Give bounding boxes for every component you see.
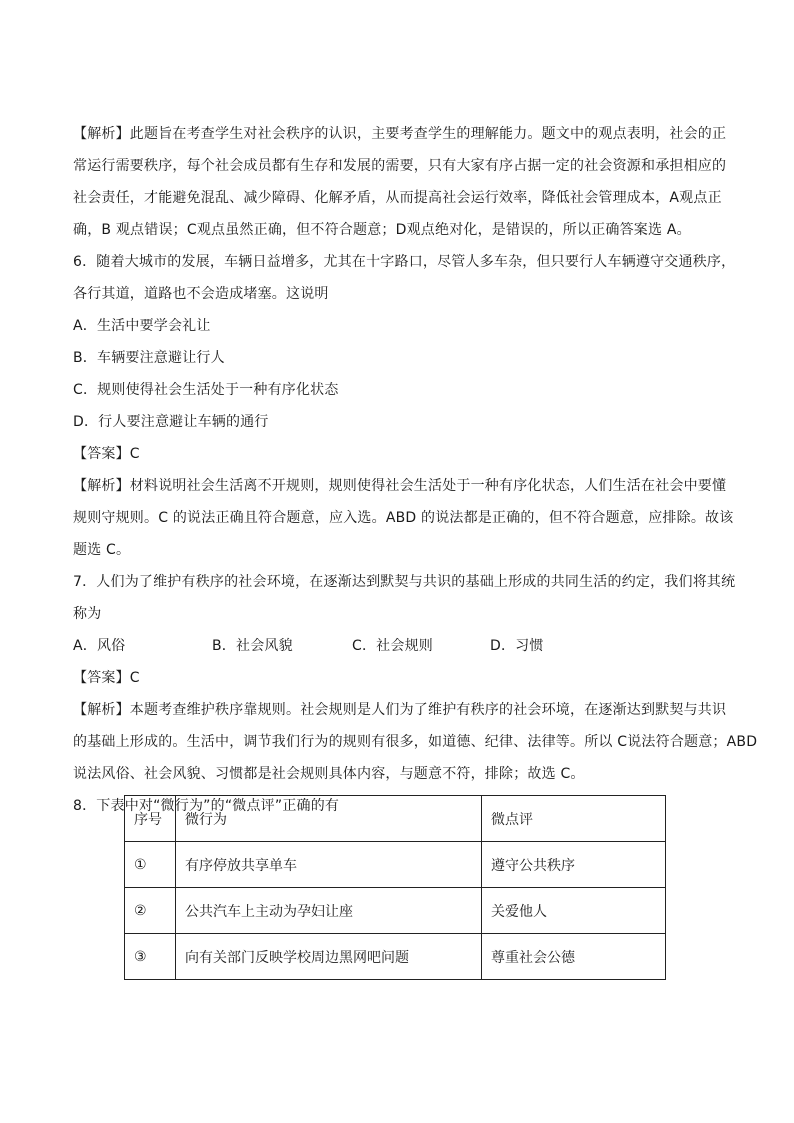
q6-option-d: D．行人要注意避让车辆的通行: [73, 414, 269, 430]
row-behavior: 有序停放共享单车: [176, 842, 482, 888]
q6-option-c: C．规则使得社会生活处于一种有序化状态: [73, 382, 339, 398]
q7-analysis-line-2: 的基础上形成的。生活中，调节我们行为的规则有很多，如道德、纪律、法律等。所以 C说法符合题意；ABD: [73, 734, 758, 750]
q7-answer: 【答案】C: [73, 670, 140, 686]
table-header-row: [125, 796, 666, 842]
q7-analysis-line-3: 说法风俗、社会风貌、习惯都是社会规则具体内容，与题意不符，排除；故选 C。: [73, 766, 585, 782]
table-row: [125, 888, 666, 934]
row-comment: 关爱他人: [482, 888, 666, 934]
q6-option-a: A．生活中要学会礼让: [73, 318, 211, 334]
q5-analysis-line-4: 确，B 观点错误；C观点虽然正确，但不符合题意；D观点绝对化，是错误的，所以正确答案选 A。: [73, 222, 691, 238]
q5-analysis-line-2: 常运行需要秩序，每个社会成员都有生存和发展的需要，只有大家有序占据一定的社会资源和承担相应的: [73, 158, 727, 174]
q6-answer: 【答案】C: [73, 446, 140, 462]
document-page: [73, 118, 758, 822]
q6-stem-line-1: 6．随着大城市的发展，车辆日益增多，尤其在十字路口，尽管人多车杂，但只要行人车辆遵守交通秩序，: [73, 254, 736, 270]
q8-table: [124, 795, 666, 980]
row-index: ③: [125, 934, 176, 980]
row-behavior: 向有关部门反映学校周边黑网吧问题: [176, 934, 482, 980]
q6-analysis-line-2: 规则守规则。C 的说法正确且符合题意，应入选。ABD 的说法都是正确的，但不符合题意，应排除。故该: [73, 510, 734, 526]
q6-stem-line-2: 各行其道，道路也不会造成堵塞。这说明: [73, 286, 329, 302]
row-behavior: 公共汽车上主动为孕妇让座: [176, 888, 482, 934]
q8-stem: 8．下表中对“微行为”的“微点评”正确的有: [73, 798, 340, 814]
q7-option-c: C．社会规则: [352, 638, 433, 654]
row-index: ②: [125, 888, 176, 934]
q7-option-a: A．风俗: [73, 638, 126, 654]
q7-option-b: B．社会风貌: [212, 638, 293, 654]
q7-stem-line-1: 7．人们为了维护有秩序的社会环境，在逐渐达到默契与共识的基础上形成的共同生活的约定，我们将其统: [73, 574, 736, 590]
table-row: [125, 934, 666, 980]
table-row: [125, 842, 666, 888]
header-behavior: 微行为: [176, 796, 482, 842]
row-comment: 遵守公共秩序: [482, 842, 666, 888]
q7-options: [73, 630, 733, 662]
header-comment: 微点评: [482, 796, 666, 842]
q7-option-d: D．习惯: [490, 638, 544, 654]
q6-analysis-line-3: 题选 C。: [73, 542, 131, 558]
row-comment: 尊重社会公德: [482, 934, 666, 980]
q7-analysis-line-1: 【解析】本题考查维护秩序靠规则。社会规则是人们为了维护有秩序的社会环境，在逐渐达到默契与共识: [73, 702, 727, 718]
row-index: ①: [125, 842, 176, 888]
q6-option-b: B．车辆要注意避让行人: [73, 350, 225, 366]
header-index: 序号: [125, 796, 176, 842]
q5-analysis-line-1: 【解析】此题旨在考查学生对社会秩序的认识，主要考查学生的理解能力。题文中的观点表明，社会的正: [73, 126, 727, 142]
q6-analysis-line-1: 【解析】材料说明社会生活离不开规则，规则使得社会生活处于一种有序化状态，人们生活在社会中要懂: [73, 478, 727, 494]
q7-stem-line-2: 称为: [73, 606, 102, 622]
q5-analysis-line-3: 社会责任，才能避免混乱、减少障碍、化解矛盾，从而提高社会运行效率，降低社会管理成本，A观点正: [73, 190, 722, 206]
